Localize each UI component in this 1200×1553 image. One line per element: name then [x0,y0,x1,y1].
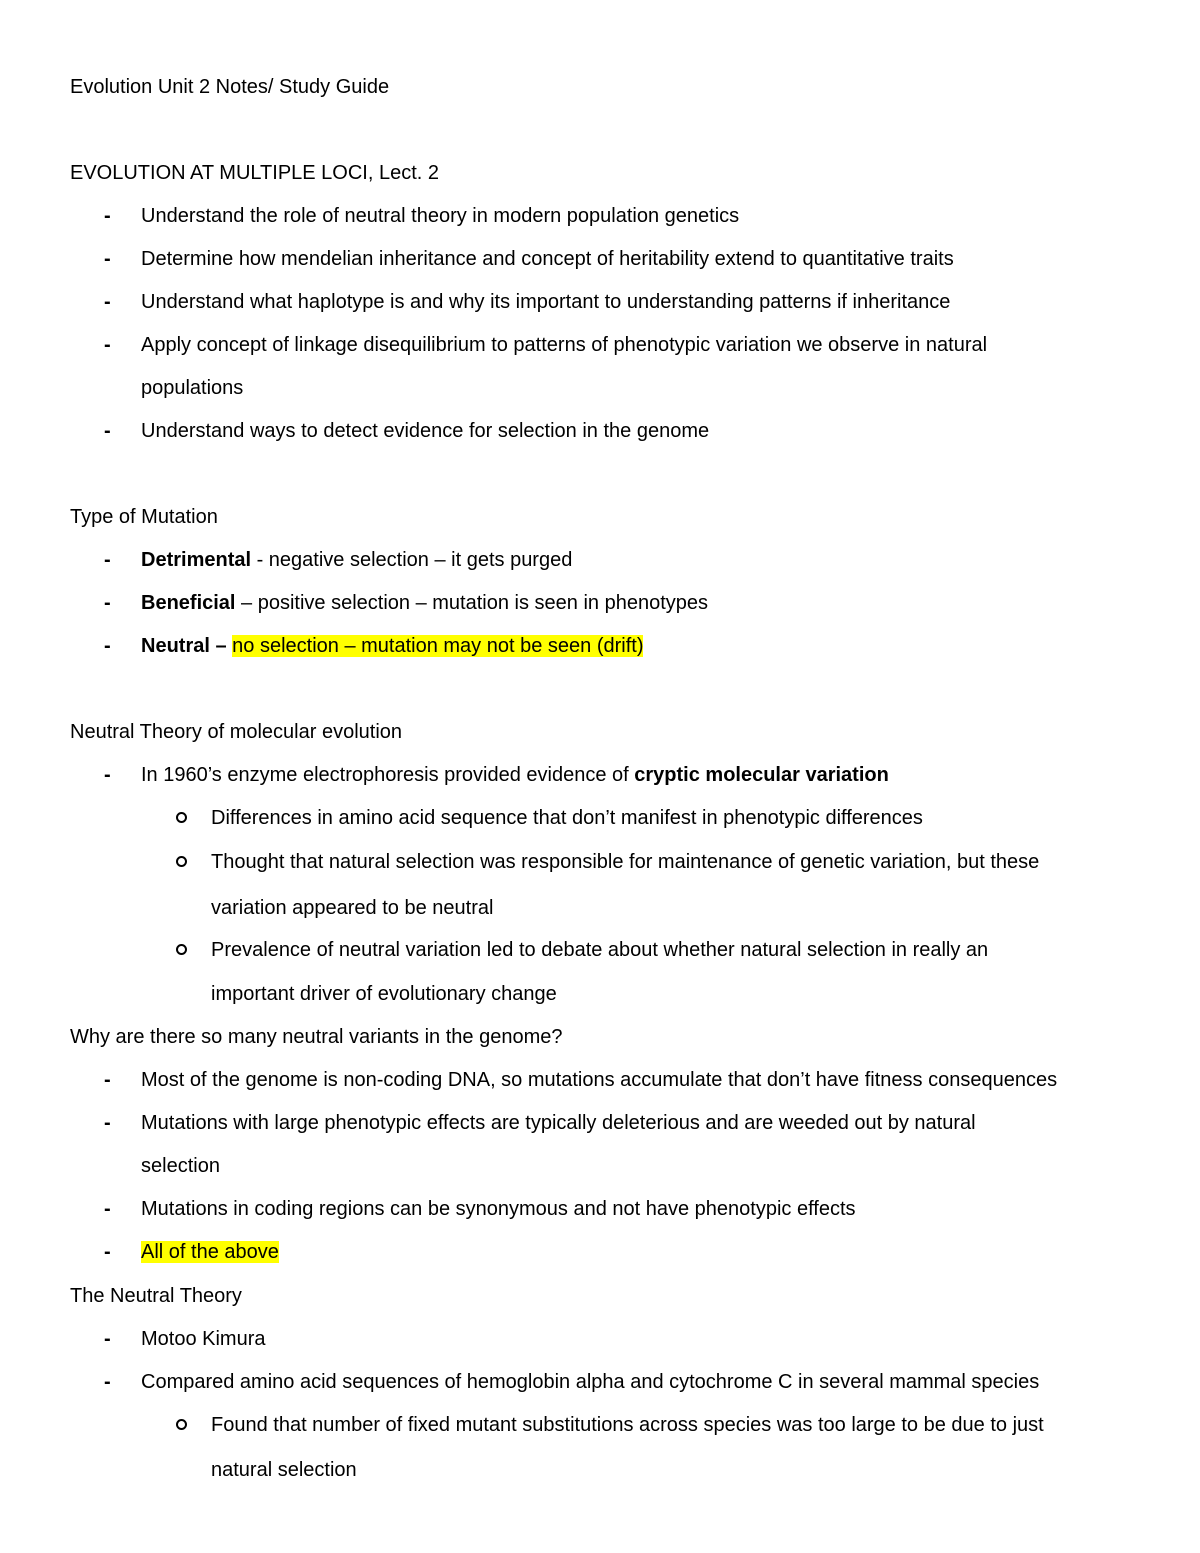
sub-list-item: Found that number of fixed mutant substitutions across species was too large to be due to just [211,1414,1044,1436]
bullet-dash: - [104,1069,111,1091]
bullet-dash: - [104,291,111,313]
list-item: Understand what haplotype is and why its important to understanding patterns if inheritance [141,291,951,313]
bullet-dash: - [104,1328,111,1350]
circle-bullet-icon [176,1419,187,1430]
bullet-dash: - [104,205,111,227]
list-item: Mutations in coding regions can be synonymous and not have phenotypic effects [141,1198,856,1220]
term-detrimental: Detrimental [141,549,252,571]
list-item-continuation: populations [141,377,244,399]
circle-bullet-icon [176,812,187,823]
bullet-dash: - [104,592,111,614]
doc-title: Evolution Unit 2 Notes/ Study Guide [70,76,390,98]
bullet-dash: - [104,1241,111,1263]
list-item: Understand the role of neutral theory in modern population genetics [141,205,740,227]
highlighted-text: All of the above [141,1241,279,1263]
list-item: Understand ways to detect evidence for selection in the genome [141,420,710,442]
list-item [141,763,889,787]
sub-list-item-continuation: variation appeared to be neutral [211,897,494,919]
term-cryptic-variation: cryptic molecular variation [634,764,889,786]
bullet-dash: - [104,549,111,571]
list-item-beneficial [141,591,708,615]
sub-list-item-continuation: important driver of evolutionary change [211,983,557,1005]
item-text: In 1960’s enzyme electrophoresis provided evidence of [141,764,635,786]
detrimental-description: - negative selection – it gets purged [251,549,573,571]
sub-list-item-continuation: natural selection [211,1459,357,1481]
bullet-dash: - [104,1112,111,1134]
highlighted-text: no selection – mutation may not be seen (drift) [232,635,644,657]
bullet-dash: - [104,420,111,442]
bullet-dash: - [104,248,111,270]
beneficial-description: – positive selection – mutation is seen in phenotypes [235,592,708,614]
bullet-dash: - [104,635,111,657]
list-item [141,1240,279,1264]
list-item: Motoo Kimura [141,1328,266,1350]
list-item-neutral [141,634,643,658]
circle-bullet-icon [176,856,187,867]
circle-bullet-icon [176,944,187,955]
list-item-detrimental [141,548,572,572]
term-beneficial: Beneficial [141,592,236,614]
list-item: Mutations with large phenotypic effects are typically deleterious and are weeded out by natural [141,1112,976,1134]
bullet-dash: - [104,1198,111,1220]
list-item-continuation: selection [141,1155,220,1177]
bullet-dash: - [104,334,111,356]
term-neutral: Neutral – [141,635,233,657]
list-item: Apply concept of linkage disequilibrium to patterns of phenotypic variation we observe in natural [141,334,988,356]
sub-list-item: Thought that natural selection was responsible for maintenance of genetic variation, but these [211,851,1040,873]
list-item: Compared amino acid sequences of hemoglobin alpha and cytochrome C in several mammal species [141,1371,1040,1393]
bullet-dash: - [104,1371,111,1393]
section-heading-the-neutral-theory: The Neutral Theory [70,1285,242,1307]
section-heading-why-neutral: Why are there so many neutral variants in the genome? [70,1026,563,1048]
section-heading-loci: EVOLUTION AT MULTIPLE LOCI, Lect. 2 [70,162,440,184]
section-heading-mutation-types: Type of Mutation [70,506,218,528]
list-item: Determine how mendelian inheritance and concept of heritability extend to quantitative traits [141,248,954,270]
bullet-dash: - [104,764,111,786]
section-heading-neutral-theory-molecular: Neutral Theory of molecular evolution [70,721,403,743]
sub-list-item: Differences in amino acid sequence that don’t manifest in phenotypic differences [211,807,923,829]
sub-list-item: Prevalence of neutral variation led to debate about whether natural selection in really an [211,939,989,961]
list-item: Most of the genome is non-coding DNA, so mutations accumulate that don’t have fitness consequences [141,1069,1058,1091]
